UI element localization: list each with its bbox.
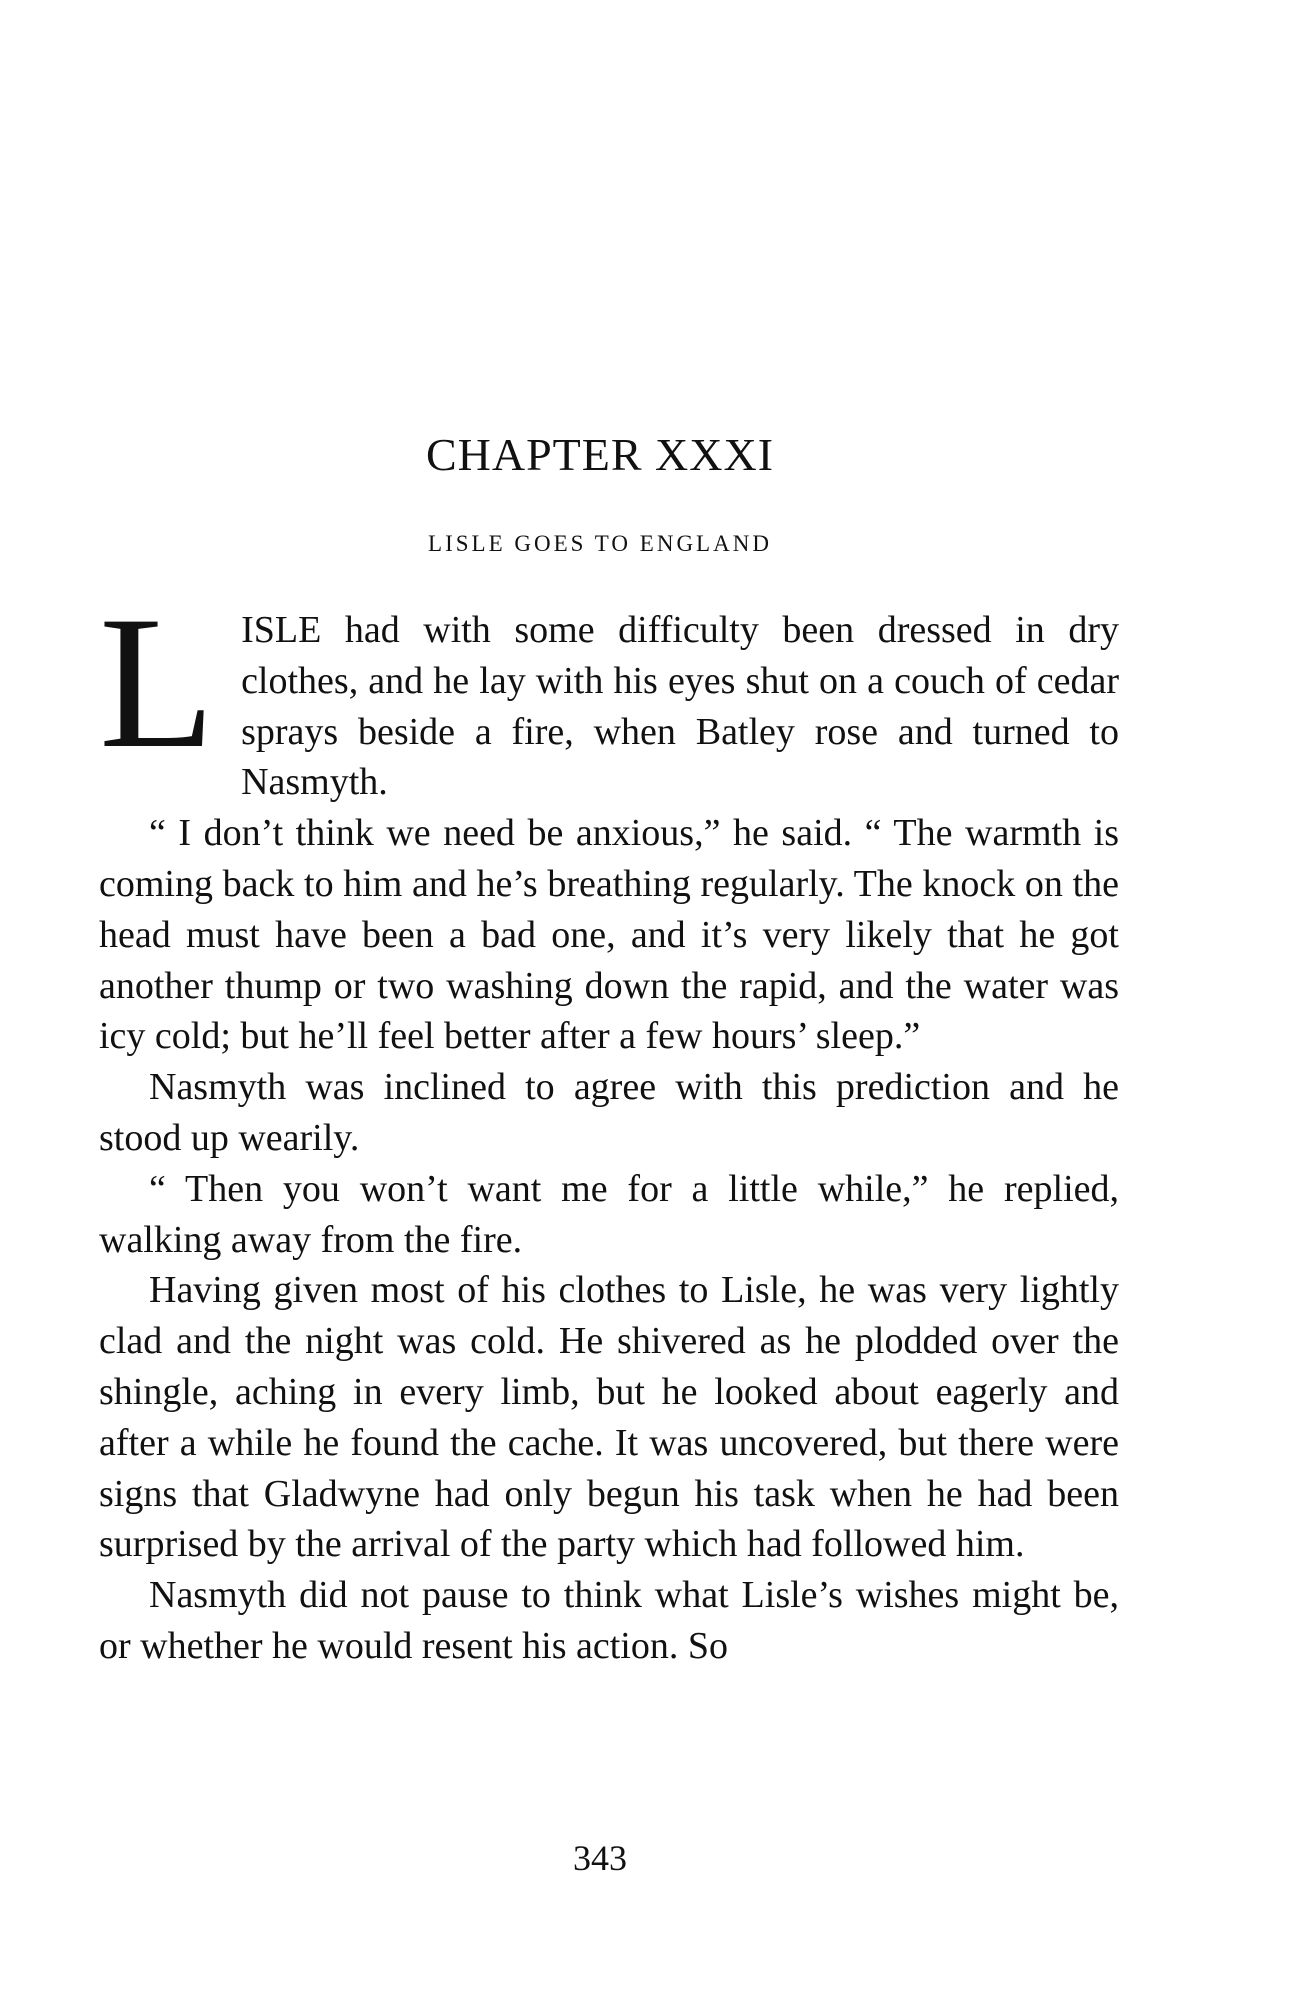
paragraph-opening-text: ISLE had with some difficulty been dressed in dry clothes, and he lay with his eyes shut on a couch of cedar sprays beside a fire, when Batley rose and turned to Nasmyth.	[241, 609, 1119, 804]
paragraph: “ I don’t think we need be anxious,” he said. “ The warmth is coming back to him and he’s breathing regularly. The knock on the head must have been a bad one, and it’s very likely that he got another thump or two washing down the rapid, and the water was icy cold; but he’ll feel better after a few hours’ sleep.”	[99, 812, 1119, 1058]
paragraph: Having given most of his clothes to Lisle, he was very lightly clad and the night was cold. He shivered as he plodded over the shingle, aching in every limb, but he looked about eagerly and after a while he found the cache. It was uncovered, but there were signs that Gladwyne had only begun his task when he had been surprised by the arrival of the party which had followed him.	[99, 1269, 1119, 1566]
paragraph: Nasmyth did not pause to think what Lisle’s wishes might be, or whether he would resent his action. So	[99, 1574, 1119, 1667]
drop-cap: L	[99, 578, 216, 788]
chapter-heading: CHAPTER XXXI	[425, 429, 775, 480]
chapter-subtitle: LISLE GOES TO ENGLAND	[428, 531, 772, 556]
paragraph: Nasmyth was inclined to agree with this prediction and he stood up wearily.	[99, 1066, 1119, 1159]
paragraph: “ Then you won’t want me for a little while,” he replied, walking away from the fire.	[99, 1167, 1119, 1261]
chapter-body	[99, 578, 1119, 1672]
page-number: 343	[573, 1838, 627, 1878]
paragraph-opening	[99, 578, 1119, 808]
